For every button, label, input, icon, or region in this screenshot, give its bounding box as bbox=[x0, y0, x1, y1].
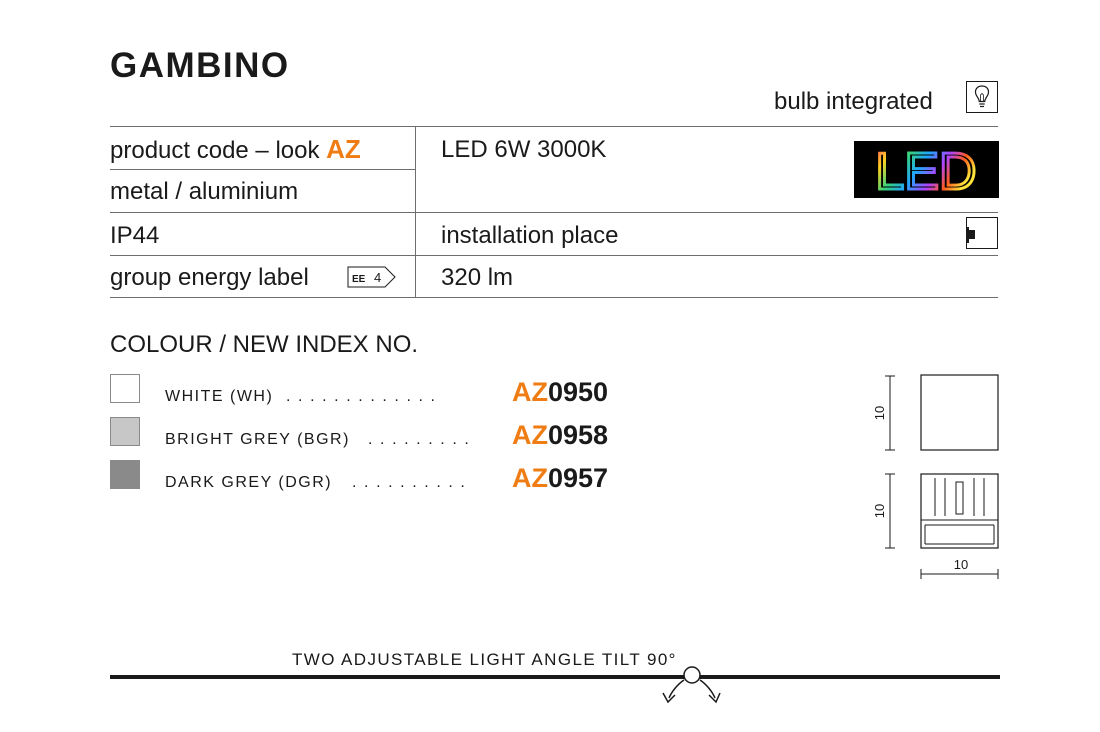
swatch-white bbox=[110, 374, 140, 403]
product-code-highlight: AZ bbox=[326, 134, 361, 164]
tilt-description: TWO ADJUSTABLE LIGHT ANGLE TILT 90° bbox=[292, 650, 677, 669]
tilt-arrows-icon bbox=[100, 660, 1010, 710]
energy-badge-prefix: EE bbox=[352, 274, 366, 285]
bulb-integrated-label: bulb integrated bbox=[774, 88, 933, 115]
code-prefix: AZ bbox=[512, 420, 548, 450]
product-code-cell bbox=[110, 134, 361, 165]
front-view-drawing bbox=[865, 466, 1005, 582]
lumen-label: 320 lm bbox=[441, 264, 514, 291]
product-title: GAMBINO bbox=[110, 46, 290, 85]
energy-badge bbox=[347, 265, 397, 289]
colour-code-bright-grey bbox=[512, 420, 608, 451]
table-rule bbox=[110, 212, 998, 213]
code-number: 0957 bbox=[548, 463, 609, 493]
swatch-dark-grey bbox=[110, 460, 140, 489]
wall-mount-icon bbox=[966, 217, 998, 249]
swatch-bright-grey bbox=[110, 417, 140, 446]
lightbulb-icon bbox=[966, 81, 998, 113]
light-source-label: LED 6W 3000K bbox=[441, 136, 607, 163]
leader-dots: .......... bbox=[352, 474, 473, 491]
table-rule bbox=[110, 255, 998, 256]
top-height-dimension: 10 bbox=[872, 405, 887, 421]
colour-code-dark-grey bbox=[512, 463, 608, 494]
led-logo-text: LED bbox=[875, 143, 977, 198]
table-rule bbox=[110, 126, 998, 127]
table-rule bbox=[110, 297, 998, 298]
leader-dots: ............. bbox=[286, 388, 443, 405]
top-view-drawing bbox=[865, 364, 1005, 458]
table-rule bbox=[110, 169, 415, 170]
ip-rating-label: IP44 bbox=[110, 222, 160, 249]
colour-name-dark-grey: DARK GREY (DGR) bbox=[165, 474, 333, 491]
front-height-dimension: 10 bbox=[872, 503, 887, 519]
leader-dots: ......... bbox=[368, 431, 477, 448]
code-prefix: AZ bbox=[512, 463, 548, 493]
code-prefix: AZ bbox=[512, 377, 548, 407]
code-number: 0958 bbox=[548, 420, 609, 450]
installation-label: installation place bbox=[441, 222, 619, 249]
colour-name-white: WHITE (WH) bbox=[165, 388, 274, 405]
energy-label-text: group energy label bbox=[110, 264, 309, 291]
front-width-dimension: 10 bbox=[953, 557, 969, 572]
energy-badge-value: 4 bbox=[374, 270, 382, 285]
table-divider bbox=[415, 126, 416, 297]
colour-name-bright-grey: BRIGHT GREY (BGR) bbox=[165, 431, 350, 448]
code-number: 0950 bbox=[548, 377, 609, 407]
colour-heading: COLOUR / NEW INDEX NO. bbox=[110, 331, 419, 358]
led-logo-icon bbox=[854, 141, 999, 198]
product-code-label: product code – look bbox=[110, 137, 327, 164]
colour-code-white bbox=[512, 377, 608, 408]
material-label: metal / aluminium bbox=[110, 178, 299, 205]
